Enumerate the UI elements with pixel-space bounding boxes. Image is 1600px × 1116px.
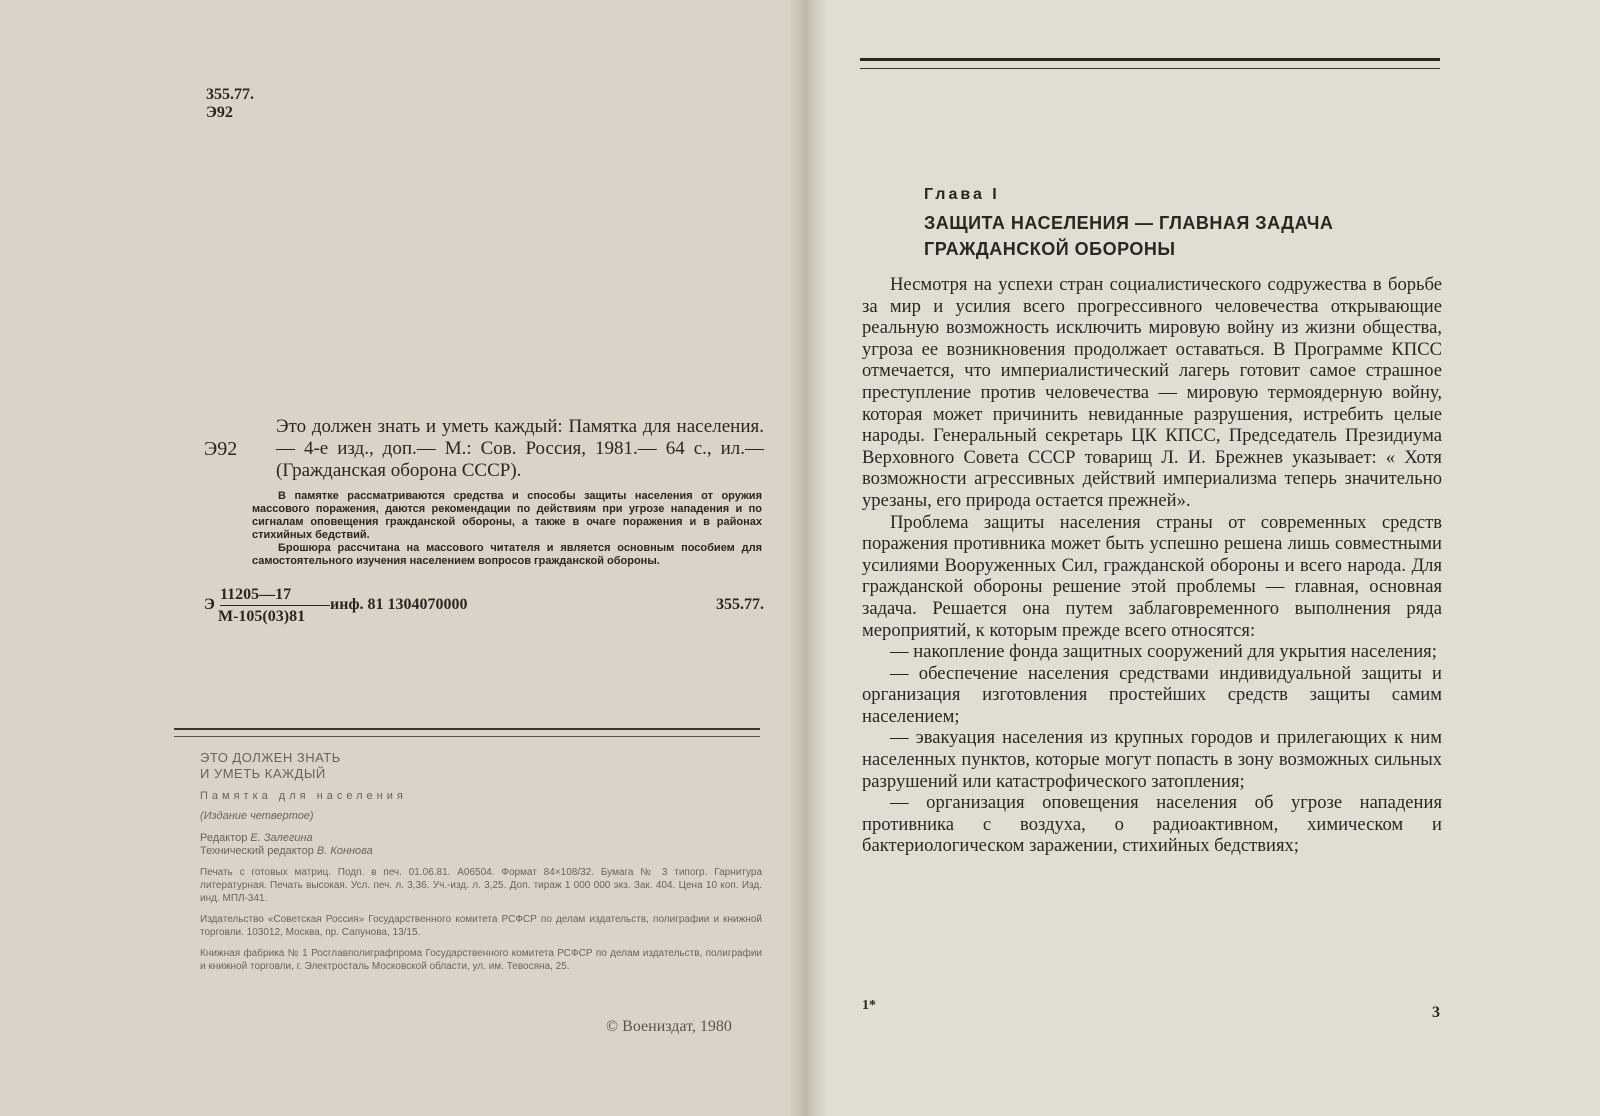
imprint <box>200 750 762 973</box>
publisher-info: Издательство «Советская Россия» Государственного комитета РСФСР по делам издательств, полиграфии и книжной торговли. 103012, Москва, пр. Сапунова, 13/15. <box>200 914 762 938</box>
print-info: Печать с готовых матриц. Подп. в печ. 01.06.81. А06504. Формат 84×108/32. Бумага № 3 типогр. Гарнитура литературная. Печать высокая. Усл. печ. л. 3,36. Уч.-изд. л. 3,25. Доп. тираж 1 000 000 экз. Зак. 404. Цена 10 коп. Изд. инд. МПЛ-341. <box>200 867 762 904</box>
chapter-header-rule <box>860 58 1440 69</box>
list-item: — эвакуация населения из крупных городов и прилегающих к ним населенных пунктов, которые могут попасть в зону возможных сильных разрушений или катастрофического затопления; <box>862 727 1442 792</box>
imprint-subtitle: Памятка для населения <box>200 790 407 802</box>
tech-editor-name: В. Коннова <box>316 845 373 857</box>
list-item: — организация оповещения населения об угрозе нападения противника с воздуха, о радиоактивном, химическом и бактериологическом заражении, стихийных бедствиях; <box>862 792 1442 857</box>
classification-author-mark: Э92 <box>206 104 233 121</box>
chapter-body <box>862 274 1442 857</box>
index-udc: 355.77. <box>716 596 764 613</box>
index-prefix: Э <box>204 596 215 613</box>
tech-editor-label: Технический редактор <box>200 845 314 857</box>
abstract <box>252 490 762 568</box>
editor-name: Е. Залегина <box>250 832 313 844</box>
copyright-notice: © Воениздат, 1980 <box>606 1018 732 1035</box>
bibliographic-record <box>204 416 764 482</box>
classification-codes <box>206 86 254 122</box>
chapter-title-line: ЗАЩИТА НАСЕЛЕНИЯ — ГЛАВНАЯ ЗАДАЧА <box>924 213 1334 233</box>
list-item: — накопление фонда защитных сооружений для укрытия населения; <box>890 641 1437 663</box>
index-denominator: М-105(03)81 <box>218 608 306 625</box>
imprint-title-line: И УМЕТЬ КАЖДЫЙ <box>200 766 326 781</box>
classification-udc: 355.77. <box>206 86 254 103</box>
catalog-index-row <box>204 586 764 626</box>
body-paragraph: Несмотря на успехи стран социалистического содружества в борьбе за мир и усилия всего прогрессивного человечества открывающие реальную возможность исключить мировую войну из жизни общества, угроза ее возникновения продолжает оставаться. В Программе КПСС отмечается, что империалистический лагерь готовит самое страшное преступление против человечества — мировую термоядерную войну, которая может причинить невиданные разрушения, истребить целые народы. Генеральный секретарь ЦК КПСС, Председатель Президиума Верховного Совета СССР товарищ Л. И. Брежнев указывает: « Хотя возможности агрессивных действий империализма теперь значительно урезаны, его природа остается прежней». <box>862 274 1442 511</box>
abstract-paragraph: Брошюра рассчитана на массового читателя и является основным пособием для самостоятельного изучения населением вопросов гражданской обороны. <box>252 542 762 567</box>
editor-label: Редактор <box>200 832 248 844</box>
imprint-divider <box>174 728 760 737</box>
chapter-title-line: ГРАЖДАНСКОЙ ОБОРОНЫ <box>924 239 1176 259</box>
biblio-author-mark: Э92 <box>204 438 238 460</box>
book-gutter <box>790 0 826 1116</box>
page-number: 3 <box>1432 1004 1440 1021</box>
list-item: — обеспечение населения средствами индивидуальной защиты и организация изготовления простейших средств защиты самим населением; <box>862 662 1442 727</box>
chapter-label: Глава I <box>924 186 1000 203</box>
index-numerator: 11205—17 <box>220 586 330 606</box>
index-inf: инф. 81 1304070000 <box>330 596 468 613</box>
imprint-edition: (Издание четвертое) <box>200 810 314 822</box>
signature-mark: 1* <box>862 998 876 1013</box>
imprint-title <box>200 750 762 782</box>
chapter-title <box>924 210 1424 262</box>
imprint-title-line: ЭТО ДОЛЖЕН ЗНАТЬ <box>200 750 341 765</box>
abstract-paragraph: В памятке рассматриваются средства и способы защиты населения от оружия массового поражения, даются рекомендации по действиям при угрозе нападения и по сигналам оповещения гражданской обороны, а также в очаге поражения и в районах стихийных бедствий. <box>252 490 762 541</box>
imprint-editors <box>200 832 762 858</box>
biblio-entry: Это должен знать и уметь каждый: Памятка для населения.— 4-е изд., доп.— М.: Сов. Россия, 1981.— 64 с., ил.— (Гражданская оборона СССР). <box>276 416 764 481</box>
printer-info: Книжная фабрика № 1 Росглавполиграфпрома Государственного комитета РСФСР по делам издательств, полиграфии и книжной торговли, г. Электросталь Московской области, ул. им. Тевосяна, 25. <box>200 948 762 972</box>
body-paragraph: Проблема защиты населения страны от современных средств поражения противника может быть успешно решена лишь совместными усилиями Вооруженных Сил, гражданской обороны и всего народа. Для гражданской обороны решение этой проблемы — главная, основная задача. Решается она путем заблаговременного выполнения ряда мероприятий, к которым прежде всего относятся: <box>862 511 1442 641</box>
